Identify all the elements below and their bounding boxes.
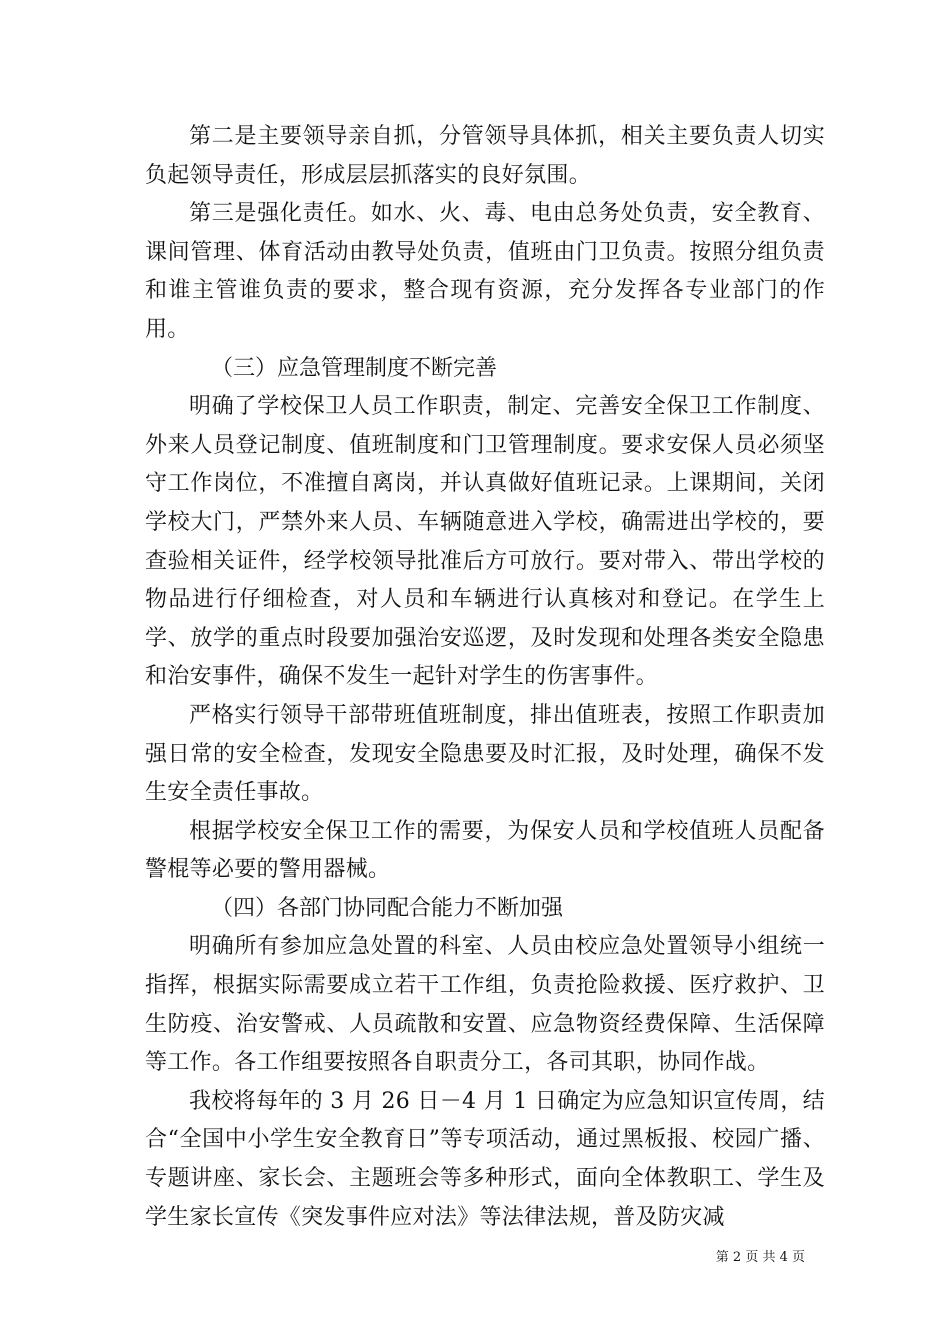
- paragraph-publicity-week: 我校将每年的 3 月 26 日－4 月 1 日确定为应急知识宣传周，结合“全国中小学生安全教育日”等专项活动，通过黑板报、校园广播、专题讲座、家长会、主题班会等多种形式，面向全体教职工、学生及学生家长宣传《突发事件应对法》等法律法规，普及防灾减: [145, 1088, 825, 1230]
- page-number-footer: 第 2 页 共 4 页: [715, 1250, 805, 1265]
- section-heading-4: （四）各部门协同配合能力不断加强: [211, 895, 564, 921]
- paragraph-security-duties: 明确了学校保卫人员工作职责，制定、完善安全保卫工作制度、外来人员登记制度、值班制度和门卫管理制度。要求安保人员必须坚守工作岗位，不准擅自离岗，并认真做好值班记录。上课期间，关闭学校大门，严禁外来人员、车辆随意进入学校，确需进出学校的，要查验相关证件，经学校领导批准后方可放行。要对带入、带出学校的物品进行仔细检查，对人员和车辆进行认真核对和登记。在学生上学、放学的重点时段要加强治安巡逻，及时发现和处理各类安全隐患和治安事件，确保不发生一起针对学生的伤害事件。: [145, 394, 825, 690]
- paragraph-equipment: 根据学校安全保卫工作的需要，为保安人员和学校值班人员配备警棍等必要的警用器械。: [145, 818, 825, 883]
- paragraph-command: 明确所有参加应急处置的科室、人员由校应急处置领导小组统一指挥，根据实际需要成立若干工作组，负责抢险救援、医疗救护、卫生防疫、治安警戒、人员疏散和安置、应急物资经费保障、生活保障等工作。各工作组要按照各自职责分工，各司其职，协同作战。: [145, 934, 825, 1076]
- paragraph-leadership: 第二是主要领导亲自抓，分管领导具体抓，相关主要负责人切实负起领导责任，形成层层抓落实的良好氛围。: [145, 124, 825, 188]
- section-heading-3: （三）应急管理制度不断完善: [211, 355, 498, 381]
- paragraph-duty-system: 严格实行领导干部带班值班制度，排出值班表，按照工作职责加强日常的安全检查，发现安全隐患要及时汇报，及时处理，确保不发生安全责任事故。: [145, 702, 825, 806]
- document-body: [145, 118, 825, 1237]
- paragraph-responsibility: 第三是强化责任。如水、火、毒、电由总务处负责，安全教育、课间管理、体育活动由教导处负责，值班由门卫负责。按照分组负责和谁主管谁负责的要求，整合现有资源，充分发挥各专业部门的作用。: [145, 201, 825, 342]
